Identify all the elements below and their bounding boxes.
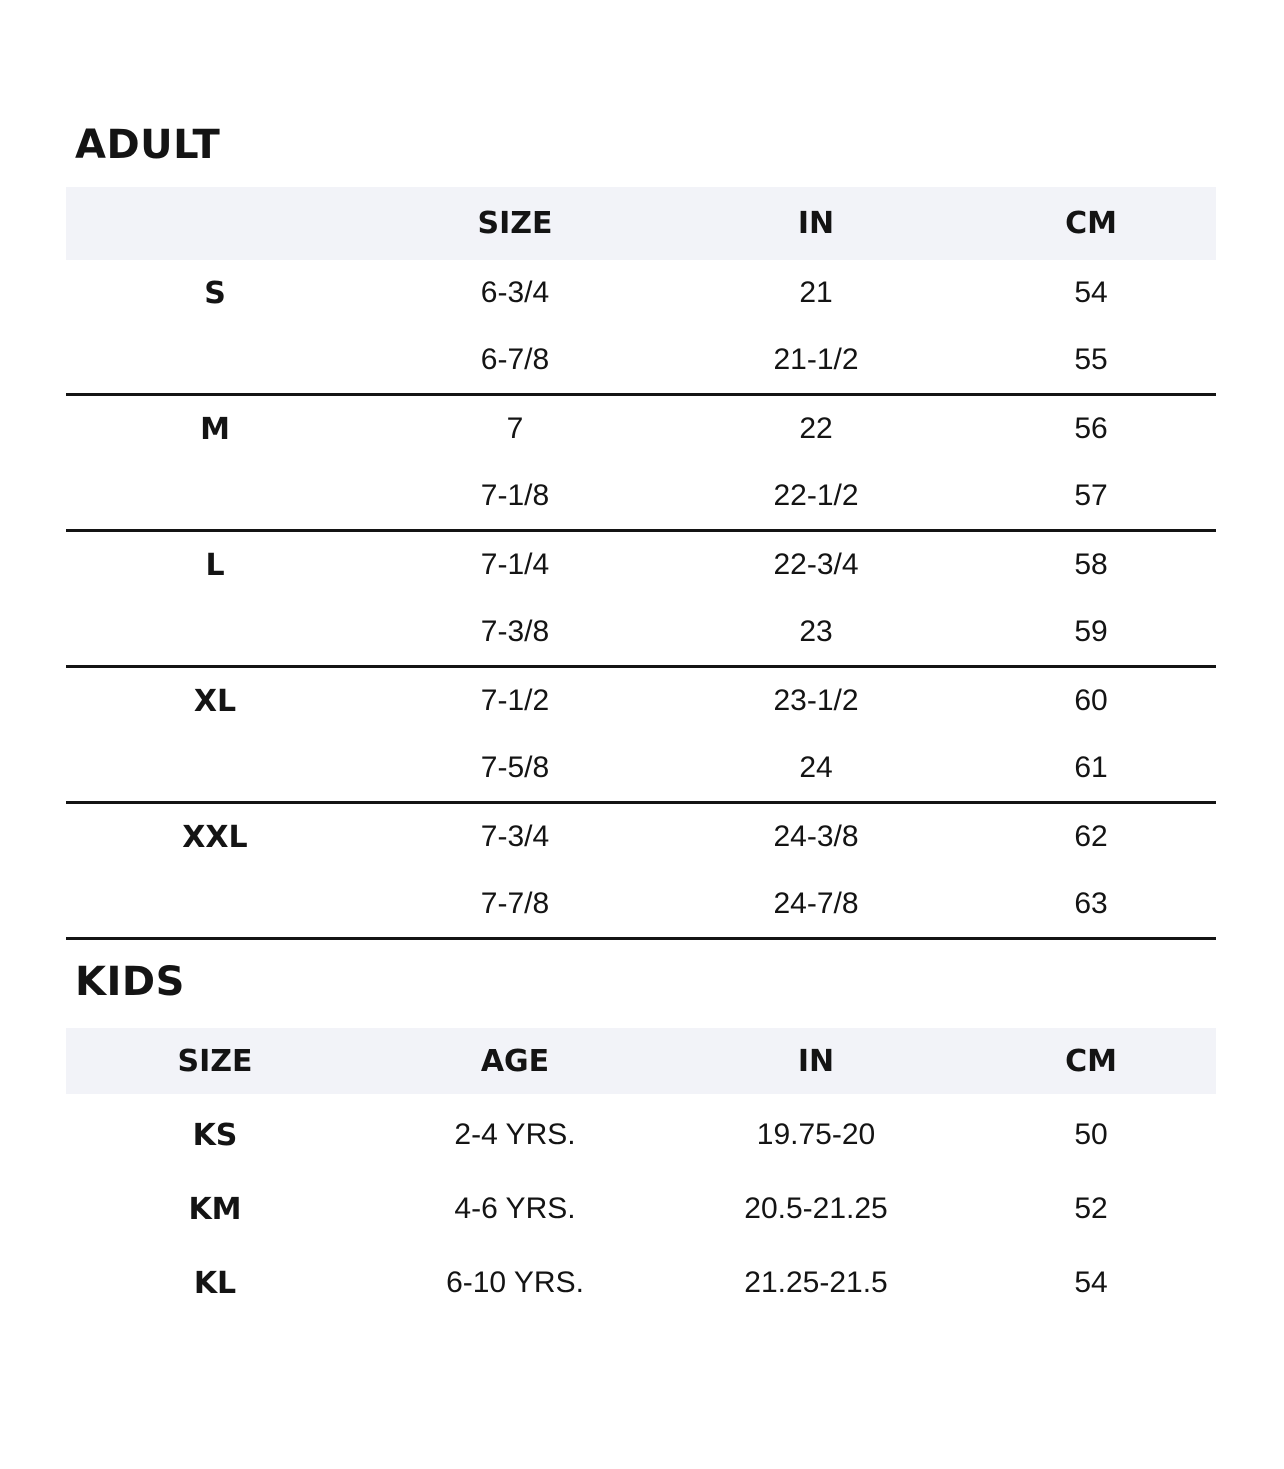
size-label: M [200, 411, 230, 447]
inches-cell: 22-1/2 [773, 478, 859, 512]
adult-table-body [66, 260, 1216, 940]
table-row [66, 804, 1216, 871]
hat-size-cell: 7-3/8 [480, 614, 550, 648]
hat-size-cell: 7-1/8 [480, 478, 550, 512]
kids-title: KIDS [75, 959, 185, 1005]
age-cell: 6-10 YRS. [446, 1266, 584, 1299]
inches-cell: 23-1/2 [773, 684, 859, 718]
size-group [66, 260, 1216, 396]
hat-size-cell: 7-7/8 [480, 886, 550, 920]
size-label: KL [193, 1265, 237, 1301]
adult-header-in: IN [797, 206, 835, 241]
centimeters-cell: 58 [1074, 548, 1108, 582]
adult-title: ADULT [75, 122, 221, 168]
centimeters-cell: 52 [1074, 1192, 1108, 1225]
hat-size-cell: 7 [506, 412, 524, 446]
table-row [66, 327, 1216, 394]
kids-size-table [66, 1028, 1216, 1320]
table-row [66, 668, 1216, 735]
size-label: XXL [182, 819, 248, 855]
table-row [66, 463, 1216, 530]
centimeters-cell: 54 [1074, 276, 1108, 310]
kids-table-body [66, 1094, 1216, 1320]
table-row [66, 735, 1216, 802]
hat-size-cell: 7-1/4 [480, 548, 550, 582]
centimeters-cell: 59 [1074, 614, 1108, 648]
centimeters-cell: 61 [1074, 750, 1108, 784]
hat-size-cell: 6-3/4 [480, 276, 550, 310]
hat-size-cell: 6-7/8 [480, 342, 550, 376]
kids-header-cm: CM [1065, 1043, 1117, 1079]
centimeters-cell: 54 [1074, 1266, 1108, 1299]
inches-cell: 22-3/4 [773, 548, 859, 582]
size-group [66, 396, 1216, 532]
age-cell: 4-6 YRS. [454, 1192, 576, 1225]
inches-cell: 20.5-21.25 [744, 1192, 888, 1225]
inches-cell: 24 [799, 750, 833, 784]
table-row [66, 1098, 1216, 1172]
hat-size-cell: 7-3/4 [480, 820, 550, 854]
hat-size-cell: 7-1/2 [480, 684, 550, 718]
centimeters-cell: 50 [1074, 1118, 1108, 1151]
centimeters-cell: 62 [1074, 820, 1108, 854]
inches-cell: 19.75-20 [756, 1118, 876, 1151]
centimeters-cell: 63 [1074, 886, 1108, 920]
kids-header-age: AGE [480, 1043, 550, 1079]
kids-header-size: SIZE [177, 1043, 253, 1079]
table-row [66, 1246, 1216, 1320]
size-group [66, 668, 1216, 804]
inches-cell: 21-1/2 [773, 342, 859, 376]
adult-size-table [66, 187, 1216, 940]
centimeters-cell: 60 [1074, 684, 1108, 718]
table-row [66, 871, 1216, 938]
table-row [66, 532, 1216, 599]
adult-header-cm: CM [1065, 206, 1117, 241]
size-label: KS [192, 1117, 238, 1153]
centimeters-cell: 56 [1074, 412, 1108, 446]
centimeters-cell: 55 [1074, 342, 1108, 376]
inches-cell: 21.25-21.5 [744, 1266, 888, 1299]
size-label: L [205, 547, 225, 583]
age-cell: 2-4 YRS. [454, 1118, 576, 1151]
size-label: XL [193, 683, 237, 719]
table-row [66, 396, 1216, 463]
kids-header-in: IN [797, 1043, 835, 1079]
centimeters-cell: 57 [1074, 478, 1108, 512]
table-row [66, 260, 1216, 327]
size-group [66, 532, 1216, 668]
adult-table-header [66, 187, 1216, 260]
table-row [66, 1172, 1216, 1246]
table-row [66, 599, 1216, 666]
adult-header-size: SIZE [477, 206, 553, 241]
size-label: S [204, 275, 226, 311]
inches-cell: 24-7/8 [773, 886, 859, 920]
inches-cell: 24-3/8 [773, 820, 859, 854]
size-label: KM [188, 1191, 242, 1227]
kids-table-header [66, 1028, 1216, 1094]
inches-cell: 22 [799, 412, 833, 446]
inches-cell: 21 [799, 276, 833, 310]
inches-cell: 23 [799, 614, 833, 648]
size-group [66, 804, 1216, 940]
hat-size-cell: 7-5/8 [480, 750, 550, 784]
